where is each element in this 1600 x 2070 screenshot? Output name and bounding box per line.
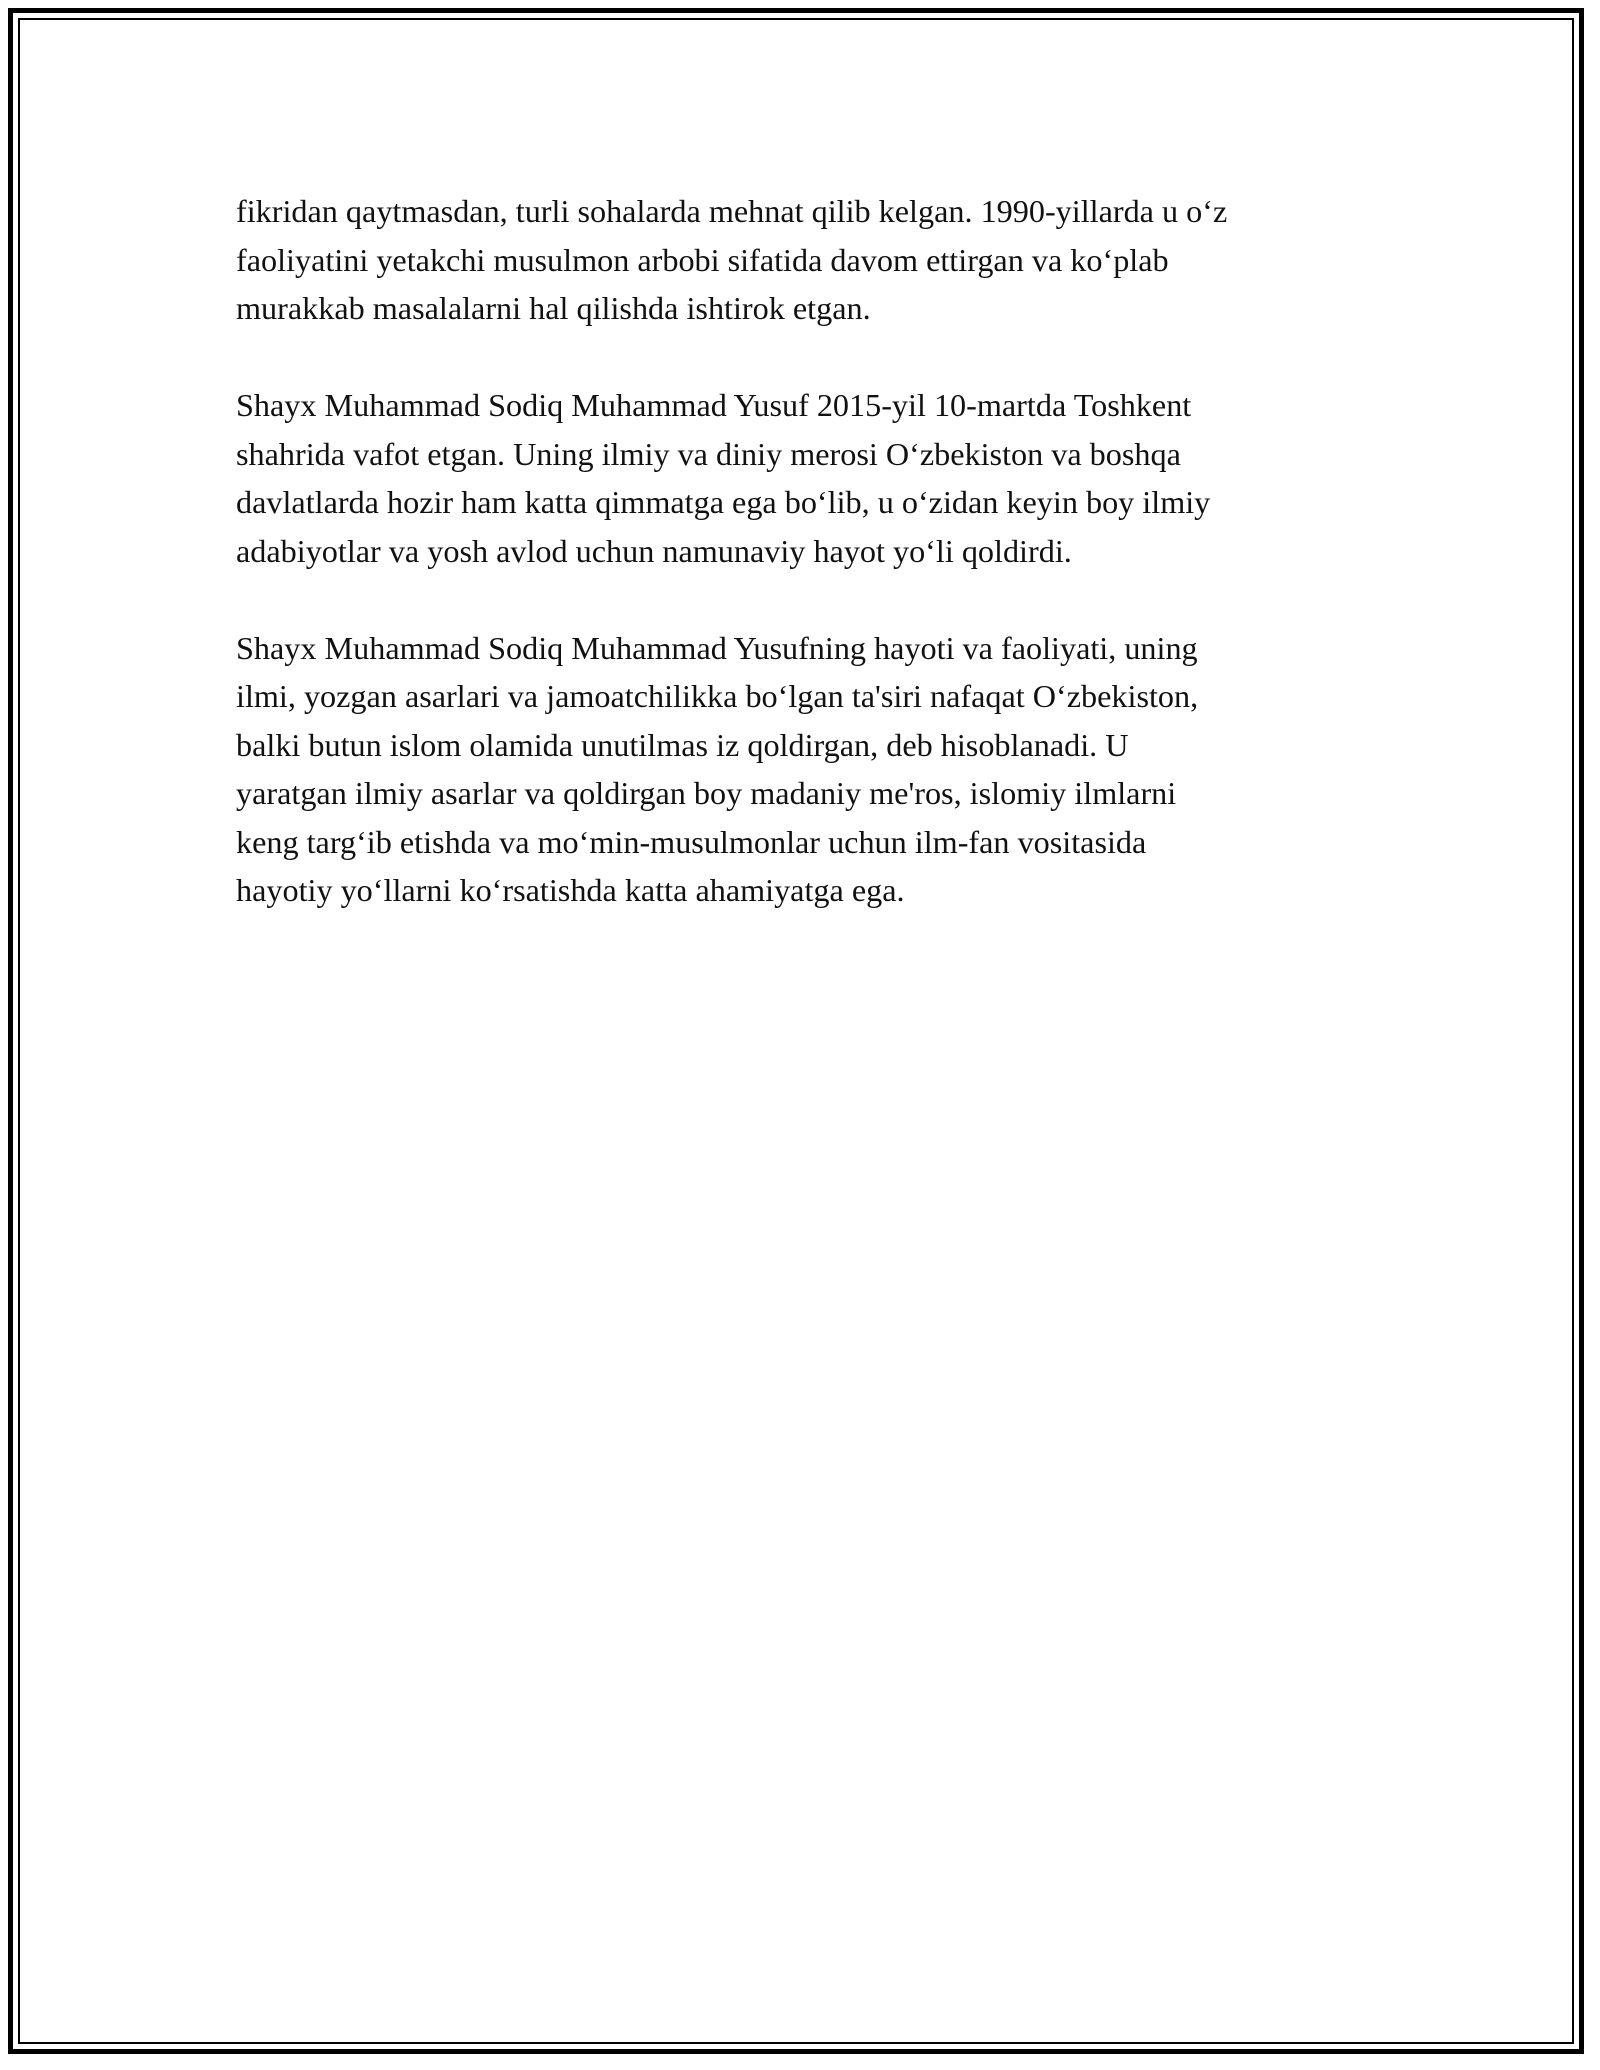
text-line: yaratgan ilmiy asarlar va qoldirgan boy madaniy me'ros, islomiy ilmlarni xyxy=(236,775,1177,811)
text-line: fikridan qaytmasdan, turli sohalarda mehnat qilib kelgan. 1990-yillarda u o‘z xyxy=(236,193,1228,229)
text-line: ilmi, yozgan asarlari va jamoatchilikka bo‘lgan ta'siri nafaqat O‘zbekiston, xyxy=(236,678,1199,714)
text-line: balki butun islom olamida unutilmas iz qoldirgan, deb hisoblanadi. U xyxy=(236,726,1129,763)
text-line: adabiyotlar va yosh avlod uchun namunaviy hayot yo‘li qoldirdi. xyxy=(236,532,1072,569)
paragraph-3 xyxy=(236,624,1386,915)
text-line: davlatlarda hozir ham katta qimmatga ega bo‘lib, u o‘zidan keyin boy ilmiy xyxy=(236,484,1211,520)
text-line: faoliyatini yetakchi musulmon arbobi sifatida davom ettirgan va ko‘plab xyxy=(236,241,1169,278)
text-line: Shayx Muhammad Sodiq Muhammad Yusufning hayoti va faoliyati, uning xyxy=(236,629,1198,666)
text-line: murakkab masalalarni hal qilishda ishtirok etgan. xyxy=(236,290,871,326)
paragraph-2 xyxy=(236,381,1386,575)
text-line: keng targ‘ib etishda va mo‘min-musulmonlar uchun ilm-fan vositasida xyxy=(236,823,1147,860)
paragraph-1 xyxy=(236,187,1386,333)
document-body xyxy=(236,187,1386,963)
text-line: shahrida vafot etgan. Uning ilmiy va diniy merosi O‘zbekiston va boshqa xyxy=(236,435,1181,472)
text-line: Shayx Muhammad Sodiq Muhammad Yusuf 2015-yil 10-martda Toshkent xyxy=(236,387,1192,423)
text-line: hayotiy yo‘llarni ko‘rsatishda katta ahamiyatga ega. xyxy=(236,872,905,908)
